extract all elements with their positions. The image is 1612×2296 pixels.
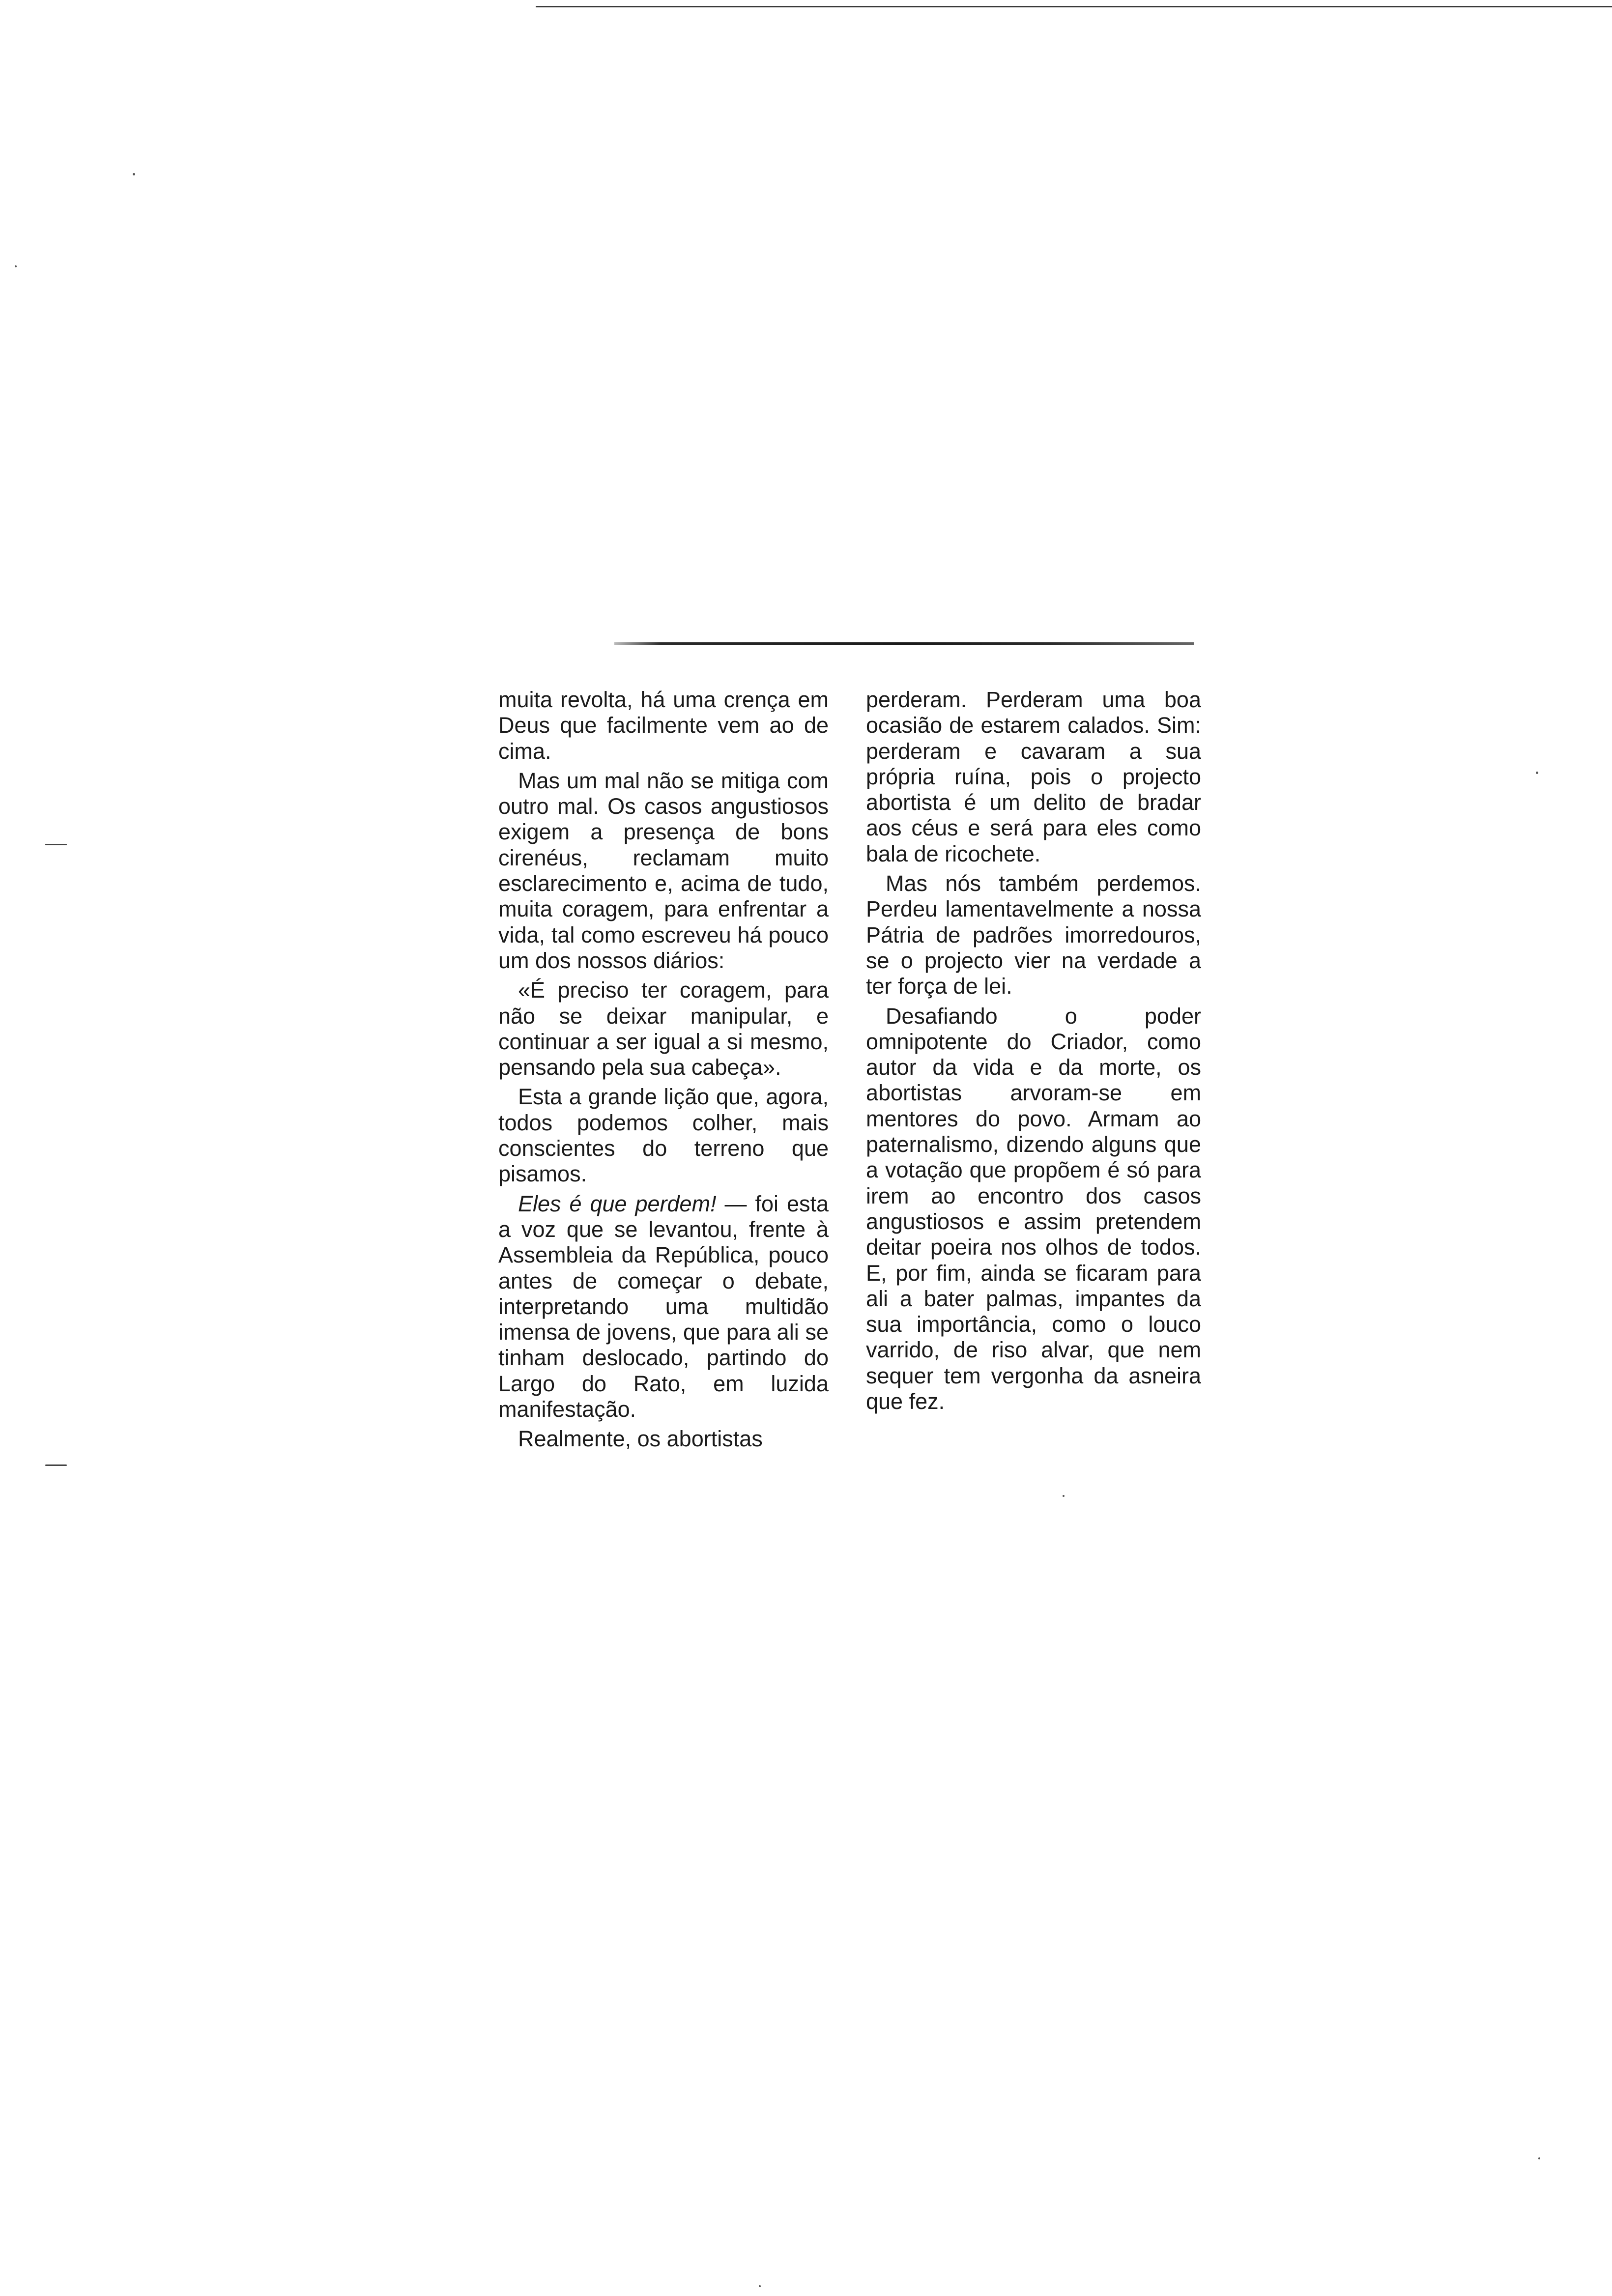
left-quote: «É preciso ter coragem, para não se deixar manipular, e continuar a ser igual a si mesmo, pensando pela sua cabeça».	[498, 977, 829, 1080]
right-paragraph-1: perderam. Perderam uma boa ocasião de estarem calados. Sim: perderam e cavaram a sua própria ruína, pois o projecto abortista é um delito de bradar aos céus e será para eles como bala de ricochete.	[866, 687, 1201, 866]
margin-mark-upper	[45, 844, 67, 845]
scan-speck	[1536, 772, 1538, 774]
left-paragraph-4	[498, 1191, 829, 1423]
left-paragraph-5: Realmente, os abortistas	[518, 1426, 763, 1452]
article-left-column	[498, 687, 829, 1456]
margin-mark-lower	[45, 1464, 67, 1466]
left-paragraph-4-italic: Eles é que perdem!	[518, 1191, 717, 1216]
scan-speck	[15, 265, 17, 267]
article-right-column	[866, 687, 1201, 1418]
scan-speck	[1063, 1495, 1065, 1497]
left-paragraph-3: Esta a grande lição que, agora, todos podemos colher, mais conscientes do terreno que pisamos.	[498, 1084, 829, 1187]
right-paragraph-2: Mas nós também perdemos. Perdeu lamentavelmente a nossa Pátria de padrões imorredouros, se o projecto vier na verdade a ter força de lei.	[866, 871, 1201, 999]
right-paragraph-3: Desafiando o poder omnipotente do Criador, como autor da vida e da morte, os abortistas arvoram-se em mentores do povo. Armam ao paternalismo, dizendo alguns que a votação que propõem é só para irem ao encontro dos casos angustiosos e assim pretendem deitar poeira nos olhos de todos. E, por fim, ainda se ficaram para ali a bater palmas, impantes da sua importância, como o louco varrido, de riso alvar, que nem sequer tem vergonha da asneira que fez.	[866, 1003, 1201, 1414]
scan-speck	[1538, 2157, 1540, 2159]
top-edge-rule	[536, 6, 1612, 7]
left-paragraph-1: muita revolta, há uma crença em Deus que facilmente vem ao de cima.	[498, 687, 829, 764]
clipping-top-rule	[614, 642, 1194, 645]
scan-speck	[759, 2285, 761, 2287]
scan-speck	[133, 173, 135, 175]
left-paragraph-4-rest: — foi esta a voz que se levantou, frente à Assembleia da República, pouco antes de começar o debate, interpretando uma multidão imensa de jovens, que para ali se tinham deslocado, partindo do Largo do Rato, em luzida manifestação.	[498, 1191, 829, 1422]
left-paragraph-2: Mas um mal não se mitiga com outro mal. Os casos angustiosos exigem a presença de bons cirenéus, reclamam muito esclarecimento e, acima de tudo, muita coragem, para enfrentar a vida, tal como escreveu há pouco um dos nossos diários:	[498, 768, 829, 973]
